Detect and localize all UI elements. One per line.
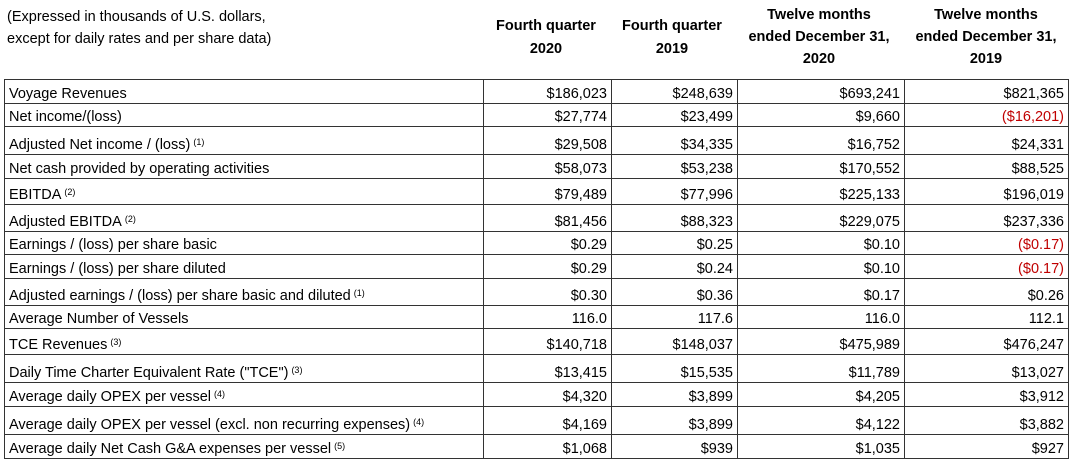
row-label-text: Average daily Net Cash G&A expenses per vessel [9, 441, 332, 457]
header-q4-2020-line1: Fourth quarter [496, 18, 596, 34]
row-label [5, 329, 484, 355]
value-cell: $1,035 [738, 435, 905, 459]
value-cell: $0.26 [905, 279, 1069, 306]
value-cell: $0.10 [738, 255, 905, 279]
value-cell: $0.24 [612, 255, 738, 279]
table-row [5, 329, 1069, 355]
row-label-text: Average daily OPEX per vessel (excl. non recurring expenses) [9, 417, 411, 433]
row-label-text: Voyage Revenues [9, 86, 127, 102]
footnote-marker: (3) [291, 365, 303, 375]
footnote-marker: (3) [110, 337, 122, 347]
table-row [5, 383, 1069, 407]
header-fy-2019-line2: ended December 31, [915, 29, 1057, 45]
table-row [5, 407, 1069, 435]
table-row [5, 279, 1069, 306]
financial-table [4, 79, 1069, 459]
value-cell: $1,068 [484, 435, 612, 459]
header-fy-2020-line1: Twelve months [767, 7, 871, 23]
footnote-marker: (4) [413, 417, 425, 427]
value-cell: $77,996 [612, 179, 738, 205]
value-cell: $248,639 [612, 80, 738, 104]
value-cell: $196,019 [905, 179, 1069, 205]
value-cell: $23,499 [612, 104, 738, 127]
value-cell: $0.29 [484, 255, 612, 279]
row-label-text: Average Number of Vessels [9, 311, 189, 327]
value-cell: $4,169 [484, 407, 612, 435]
value-cell: $0.17 [738, 279, 905, 306]
value-cell: 116.0 [738, 306, 905, 329]
value-cell: $13,415 [484, 355, 612, 383]
header-fy-2020 [738, 5, 900, 70]
value-cell: $0.36 [612, 279, 738, 306]
row-label-text: Earnings / (loss) per share basic [9, 237, 217, 253]
value-cell: $0.10 [738, 232, 905, 255]
value-cell: $148,037 [612, 329, 738, 355]
value-cell: $4,205 [738, 383, 905, 407]
row-label [5, 104, 484, 127]
value-cell: $0.25 [612, 232, 738, 255]
value-cell: $29,508 [484, 127, 612, 155]
value-cell: $88,323 [612, 205, 738, 232]
value-cell: $3,899 [612, 407, 738, 435]
table-row [5, 232, 1069, 255]
value-cell: $225,133 [738, 179, 905, 205]
table-row [5, 355, 1069, 383]
row-label [5, 407, 484, 435]
table-row [5, 80, 1069, 104]
value-cell: $693,241 [738, 80, 905, 104]
row-label [5, 232, 484, 255]
value-cell: $9,660 [738, 104, 905, 127]
value-cell: $88,525 [905, 155, 1069, 179]
header-q4-2019-line1: Fourth quarter [622, 18, 722, 34]
value-cell: $821,365 [905, 80, 1069, 104]
row-label [5, 435, 484, 459]
footnote-marker: (1) [193, 137, 205, 147]
row-label [5, 127, 484, 155]
value-cell: ($0.17) [905, 232, 1069, 255]
row-label-text: Adjusted EBITDA [9, 214, 122, 230]
value-cell: 116.0 [484, 306, 612, 329]
header-q4-2020 [486, 16, 606, 60]
table-row [5, 205, 1069, 232]
row-label [5, 205, 484, 232]
table-row [5, 255, 1069, 279]
value-cell: $939 [612, 435, 738, 459]
row-label-text: Net cash provided by operating activities [9, 161, 270, 177]
value-cell: $16,752 [738, 127, 905, 155]
units-note-line2: except for daily rates and per share data) [7, 31, 272, 47]
value-cell: $3,912 [905, 383, 1069, 407]
value-cell: $3,882 [905, 407, 1069, 435]
value-cell: $170,552 [738, 155, 905, 179]
table-row [5, 104, 1069, 127]
value-cell: ($16,201) [905, 104, 1069, 127]
row-label-text: Adjusted earnings / (loss) per share basic and diluted [9, 288, 351, 304]
table-row [5, 127, 1069, 155]
value-cell: $15,535 [612, 355, 738, 383]
header-fy-2020-line2: ended December 31, [748, 29, 890, 45]
row-label [5, 255, 484, 279]
footnote-marker: (5) [334, 441, 346, 451]
header-q4-2019 [610, 16, 734, 60]
row-label [5, 306, 484, 329]
value-cell: $186,023 [484, 80, 612, 104]
footnote-marker: (4) [214, 389, 226, 399]
row-label-text: TCE Revenues [9, 337, 108, 353]
table-row [5, 435, 1069, 459]
row-label-text: Earnings / (loss) per share diluted [9, 261, 226, 277]
value-cell: ($0.17) [905, 255, 1069, 279]
row-label-text: EBITDA [9, 187, 62, 203]
value-cell: $475,989 [738, 329, 905, 355]
value-cell: $0.29 [484, 232, 612, 255]
header-fy-2019-year: 2019 [969, 51, 1003, 67]
value-cell: 112.1 [905, 306, 1069, 329]
value-cell: $81,456 [484, 205, 612, 232]
value-cell: $140,718 [484, 329, 612, 355]
footnote-marker: (2) [64, 187, 76, 197]
value-cell: $24,331 [905, 127, 1069, 155]
value-cell: $3,899 [612, 383, 738, 407]
value-cell: $237,336 [905, 205, 1069, 232]
units-note [7, 6, 271, 50]
header-q4-2020-year: 2020 [529, 41, 563, 57]
header-fy-2019-line1: Twelve months [934, 7, 1038, 23]
header-fy-2019 [904, 5, 1068, 70]
row-label-text: Average daily OPEX per vessel [9, 389, 212, 405]
financial-table-body [5, 80, 1069, 459]
value-cell: $476,247 [905, 329, 1069, 355]
header-fy-2020-year: 2020 [802, 51, 836, 67]
table-row [5, 155, 1069, 179]
value-cell: $4,122 [738, 407, 905, 435]
footnote-marker: (1) [353, 288, 365, 298]
row-label [5, 383, 484, 407]
row-label [5, 279, 484, 306]
value-cell: 117.6 [612, 306, 738, 329]
value-cell: $4,320 [484, 383, 612, 407]
row-label-text: Net income/(loss) [9, 109, 122, 125]
value-cell: $34,335 [612, 127, 738, 155]
table-row [5, 179, 1069, 205]
row-label-text: Adjusted Net income / (loss) [9, 137, 191, 153]
value-cell: $927 [905, 435, 1069, 459]
units-note-line1: (Expressed in thousands of U.S. dollars, [7, 9, 266, 25]
footnote-marker: (2) [124, 214, 136, 224]
table-row [5, 306, 1069, 329]
header-q4-2019-year: 2019 [655, 41, 689, 57]
value-cell: $79,489 [484, 179, 612, 205]
row-label-text: Daily Time Charter Equivalent Rate ("TCE") [9, 365, 289, 381]
row-label [5, 179, 484, 205]
value-cell: $13,027 [905, 355, 1069, 383]
value-cell: $58,073 [484, 155, 612, 179]
row-label [5, 355, 484, 383]
value-cell: $11,789 [738, 355, 905, 383]
row-label [5, 155, 484, 179]
value-cell: $27,774 [484, 104, 612, 127]
value-cell: $229,075 [738, 205, 905, 232]
row-label [5, 80, 484, 104]
value-cell: $0.30 [484, 279, 612, 306]
value-cell: $53,238 [612, 155, 738, 179]
